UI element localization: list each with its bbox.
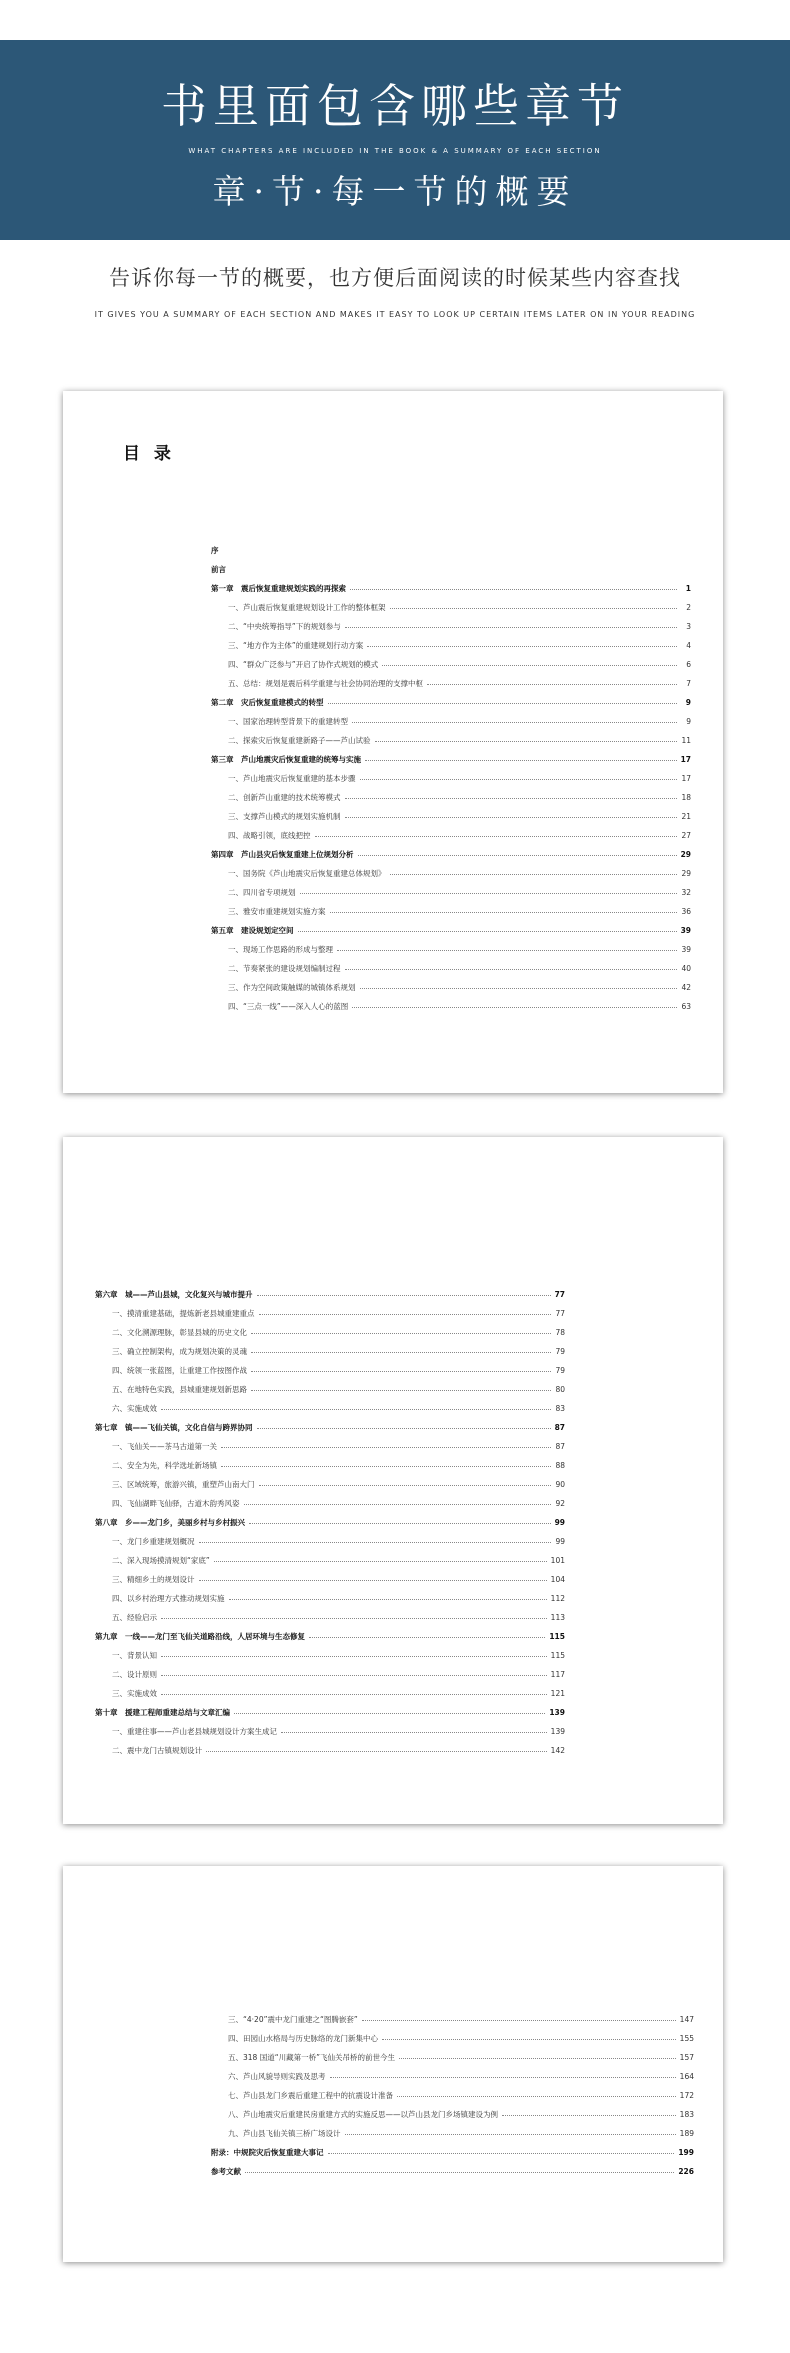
- toc-entry-title: 七、芦山县龙门乡震后重建工程中的抗震设计准备: [228, 2091, 393, 2100]
- toc-entry-title: 第十章 援建工程师重建总结与文章汇编: [95, 1708, 230, 1717]
- toc-entry-page: 3: [686, 622, 691, 631]
- dot-leader: [350, 588, 677, 590]
- toc-entry: [211, 997, 691, 1016]
- toc-entry-page: 113: [550, 1613, 565, 1622]
- toc-entry: [211, 541, 691, 560]
- dot-leader: [221, 1446, 551, 1448]
- toc-entry-page: 147: [679, 2015, 694, 2024]
- toc-entry: [95, 1665, 565, 1684]
- toc-entry-title: 三、支撑芦山模式的规划实施机制: [228, 812, 341, 821]
- toc-entry-page: 78: [555, 1328, 565, 1337]
- toc-entry: [95, 1608, 565, 1627]
- toc-entry-title: 参考文献: [211, 2167, 241, 2176]
- toc-entry-title: 附录：中规院灾后恢复重建大事记: [211, 2148, 324, 2157]
- toc-entry-title: 第九章 一线——龙门至飞仙关道路沿线，人居环境与生态修复: [95, 1632, 305, 1641]
- dot-leader: [257, 1294, 551, 1296]
- toc-entry-page: 164: [679, 2072, 694, 2081]
- toc-entry-title: 四、田园山水格局与历史脉络的龙门新集中心: [228, 2034, 378, 2043]
- toc-entry-page: 142: [550, 1746, 565, 1755]
- toc-entry-page: 90: [555, 1480, 565, 1489]
- toc-entry: [211, 807, 691, 826]
- toc-entry: [95, 1494, 565, 1513]
- dot-leader: [352, 1006, 677, 1008]
- toc-entry: [95, 1703, 565, 1722]
- toc-entry: [211, 750, 691, 769]
- toc-entry: [211, 2029, 694, 2048]
- toc-entry-page: 226: [678, 2167, 694, 2176]
- toc-entry-page: 1: [685, 584, 691, 593]
- toc-entry-page: 11: [681, 736, 691, 745]
- dot-leader: [161, 1617, 547, 1619]
- toc-entry-page: 27: [681, 831, 691, 840]
- toc-entry-title: 二、设计原则: [112, 1670, 157, 1679]
- dot-leader: [358, 854, 677, 856]
- toc-entry-page: 77: [554, 1290, 565, 1299]
- toc-entry-page: 87: [555, 1442, 565, 1451]
- toc-entry-page: 199: [678, 2148, 694, 2157]
- toc-entry-title: 三、雅安市重建规划实施方案: [228, 907, 326, 916]
- toc-entry-page: 39: [681, 945, 691, 954]
- dot-leader: [375, 740, 678, 742]
- dot-leader: [390, 607, 678, 609]
- toc-entry: [211, 826, 691, 845]
- toc-entry-page: 29: [681, 869, 691, 878]
- dot-leader: [257, 1427, 551, 1429]
- toc-entry-title: 序: [211, 546, 219, 555]
- intro-english: IT GIVES YOU A SUMMARY OF EACH SECTION AND MAKES IT EASY TO LOOK UP CERTAIN ITEMS LATER ON IN YOUR READING: [94, 310, 696, 319]
- toc-entry-title: 二、节奏紧张的建设规划编制过程: [228, 964, 341, 973]
- toc-entry: [211, 959, 691, 978]
- toc-entry-page: 112: [550, 1594, 565, 1603]
- toc-entry: [95, 1323, 565, 1342]
- toc-entry-page: 79: [555, 1366, 565, 1375]
- toc-entry-page: 4: [686, 641, 691, 650]
- toc-entry: [95, 1475, 565, 1494]
- toc-entry: [95, 1589, 565, 1608]
- toc-entry-title: 三、确立控制架构，成为规划决策的灵魂: [112, 1347, 247, 1356]
- toc-entry-page: 32: [681, 888, 691, 897]
- toc-entry-title: 三、区域统筹，旅游兴镇，重塑芦山南大门: [112, 1480, 255, 1489]
- toc-entry-page: 63: [681, 1002, 691, 1011]
- toc-heading: 目 录: [123, 444, 175, 464]
- toc-entry-title: 第三章 芦山地震灾后恢复重建的统筹与实施: [211, 755, 361, 764]
- toc-entry-page: 115: [550, 1651, 565, 1660]
- toc-entry-page: 189: [679, 2129, 694, 2138]
- toc-entry-page: 18: [681, 793, 691, 802]
- toc-entry-page: 42: [681, 983, 691, 992]
- toc-entry: [211, 883, 691, 902]
- toc-entry-page: 80: [555, 1385, 565, 1394]
- dot-leader: [161, 1693, 547, 1695]
- intro-text: 告诉你每一节的概要，也方便后面阅读的时候某些内容查找: [109, 266, 681, 290]
- toc-page-1: [63, 391, 723, 1093]
- toc-entry-title: 四、“三点一线”——深入人心的蓝图: [228, 1002, 349, 1011]
- dot-leader: [259, 1484, 552, 1486]
- toc-entry-title: 三、实施成效: [112, 1689, 157, 1698]
- toc-entry-title: 三、作为空间政策触媒的城镇体系规划: [228, 983, 356, 992]
- toc-entry-title: 第五章 建设规划定空间: [211, 926, 294, 935]
- toc-entry-page: 117: [550, 1670, 565, 1679]
- toc-entry-title: 九、芦山县飞仙关镇三桥广场设计: [228, 2129, 341, 2138]
- banner-subtitle: 章·节·每一节的概要: [212, 172, 578, 211]
- toc-entry-title: 四、统领一张蓝图，让重建工作按图作战: [112, 1366, 247, 1375]
- toc-entry-page: 139: [549, 1708, 565, 1717]
- toc-entry-title: 八、芦山地震灾后重建民房重建方式的实施反思——以芦山县龙门乡场镇建设为例: [228, 2110, 498, 2119]
- toc-entry-page: 83: [555, 1404, 565, 1413]
- toc-entry-title: 二、探索灾后恢复重建新路子——芦山试验: [228, 736, 371, 745]
- toc-list: [95, 1285, 565, 1760]
- dot-leader: [345, 626, 677, 628]
- toc-entry-page: 99: [554, 1518, 565, 1527]
- toc-entry-page: 79: [555, 1347, 565, 1356]
- toc-entry-page: 21: [681, 812, 691, 821]
- dot-leader: [161, 1674, 547, 1676]
- toc-entry-title: 二、文化溯源理脉，彰显县城的历史文化: [112, 1328, 247, 1337]
- toc-entry: [211, 560, 691, 579]
- dot-leader: [382, 664, 677, 666]
- toc-entry-page: 101: [550, 1556, 565, 1565]
- toc-entry: [95, 1342, 565, 1361]
- dot-leader: [199, 1541, 552, 1543]
- toc-entry-title: 第四章 芦山县灾后恢复重建上位规划分析: [211, 850, 354, 859]
- toc-entry-title: 二、震中龙门古镇规划设计: [112, 1746, 202, 1755]
- dot-leader: [309, 1636, 545, 1638]
- dot-leader: [502, 2114, 676, 2116]
- dot-leader: [245, 2171, 674, 2173]
- dot-leader: [300, 892, 678, 894]
- dot-leader: [360, 778, 678, 780]
- toc-entry: [95, 1627, 565, 1646]
- toc-entry: [95, 1399, 565, 1418]
- dot-leader: [328, 702, 678, 704]
- dot-leader: [298, 930, 677, 932]
- toc-entry-title: 六、芦山风貌导则实践及思考: [228, 2072, 326, 2081]
- toc-entry: [211, 2162, 694, 2181]
- dot-leader: [427, 683, 677, 685]
- toc-entry: [95, 1418, 565, 1437]
- toc-entry: [211, 769, 691, 788]
- toc-entry: [211, 902, 691, 921]
- toc-entry: [95, 1570, 565, 1589]
- toc-entry-page: 36: [681, 907, 691, 916]
- dot-leader: [229, 1598, 547, 1600]
- dot-leader: [397, 2095, 676, 2097]
- toc-entry-title: 一、背景认知: [112, 1651, 157, 1660]
- dot-leader: [221, 1465, 551, 1467]
- dot-leader: [328, 2152, 675, 2154]
- toc-entry-title: 三、“4·20”震中龙门重建之“图腾嵌套”: [228, 2015, 358, 2024]
- toc-entry-page: 6: [686, 660, 691, 669]
- toc-entry-page: 172: [679, 2091, 694, 2100]
- toc-entry-title: 三、精细乡土的规划设计: [112, 1575, 195, 1584]
- toc-entry-page: 29: [680, 850, 691, 859]
- dot-leader: [199, 1579, 547, 1581]
- english-subtitle: WHAT CHAPTERS ARE INCLUDED IN THE BOOK & A SUMMARY OF EACH SECTION: [188, 147, 602, 155]
- toc-entry: [211, 2048, 694, 2067]
- toc-entry-page: 104: [550, 1575, 565, 1584]
- toc-entry: [211, 617, 691, 636]
- dot-leader: [360, 987, 678, 989]
- toc-entry: [211, 2105, 694, 2124]
- dot-leader: [251, 1389, 551, 1391]
- toc-entry-title: 四、战略引领，底线把控: [228, 831, 311, 840]
- dot-leader: [365, 759, 677, 761]
- toc-entry-title: 二、创新芦山重建的技术统筹模式: [228, 793, 341, 802]
- dot-leader: [281, 1731, 547, 1733]
- toc-entry: [95, 1646, 565, 1665]
- toc-entry-page: 9: [685, 698, 691, 707]
- toc-entry-page: 17: [680, 755, 691, 764]
- toc-entry: [95, 1741, 565, 1760]
- dot-leader: [251, 1370, 551, 1372]
- toc-entry-page: 121: [550, 1689, 565, 1698]
- toc-entry-title: 前言: [211, 565, 226, 574]
- toc-entry: [211, 2010, 694, 2029]
- toc-entry-page: 87: [554, 1423, 565, 1432]
- toc-entry: [95, 1513, 565, 1532]
- toc-entry-title: 一、龙门乡重建规划概况: [112, 1537, 195, 1546]
- toc-entry-title: 二、四川省专项规划: [228, 888, 296, 897]
- toc-entry: [211, 788, 691, 807]
- toc-page-3: [63, 1866, 723, 2262]
- toc-entry: [211, 598, 691, 617]
- toc-entry-page: 183: [679, 2110, 694, 2119]
- dot-leader: [214, 1560, 547, 1562]
- toc-entry-title: 四、以乡村治理方式推动规划实施: [112, 1594, 225, 1603]
- toc-entry-page: 155: [679, 2034, 694, 2043]
- toc-entry: [211, 693, 691, 712]
- toc-entry-title: 五、在地特色实践，县城重建规划新思路: [112, 1385, 247, 1394]
- dot-leader: [399, 2057, 676, 2059]
- toc-entry-title: 一、芦山震后恢复重建规划设计工作的整体框架: [228, 603, 386, 612]
- toc-entry-title: 三、“地方作为主体”的重建规划行动方案: [228, 641, 364, 650]
- dot-leader: [249, 1522, 551, 1524]
- dot-leader: [234, 1712, 545, 1714]
- toc-entry-title: 六、实施成效: [112, 1404, 157, 1413]
- toc-entry: [95, 1456, 565, 1475]
- toc-entry-title: 第八章 乡——龙门乡，美丽乡村与乡村振兴: [95, 1518, 245, 1527]
- toc-entry-title: 第七章 镇——飞仙关镇，文化自信与跨界协同: [95, 1423, 253, 1432]
- toc-entry-title: 四、“群众广泛参与”开启了协作式规划的模式: [228, 660, 379, 669]
- page-title: 书里面包含哪些章节: [161, 79, 629, 133]
- toc-entry-title: 二、安全为先，科学选址新场镇: [112, 1461, 217, 1470]
- toc-entry: [95, 1437, 565, 1456]
- toc-page-2: [63, 1137, 723, 1824]
- toc-entry: [211, 636, 691, 655]
- toc-entry: [95, 1361, 565, 1380]
- toc-entry: [95, 1380, 565, 1399]
- toc-entry: [211, 940, 691, 959]
- toc-entry-title: 二、“中央统筹指导”下的规划参与: [228, 622, 341, 631]
- dot-leader: [345, 968, 678, 970]
- toc-entry-title: 一、重建往事——芦山老县城规划设计方案生成记: [112, 1727, 277, 1736]
- toc-entry-title: 第二章 灾后恢复重建模式的转型: [211, 698, 324, 707]
- toc-entry: [211, 655, 691, 674]
- toc-entry-title: 二、深入现场摸清规划“家底”: [112, 1556, 210, 1565]
- toc-entry: [211, 845, 691, 864]
- toc-entry-title: 一、国务院《芦山地震灾后恢复重建总体规划》: [228, 869, 386, 878]
- dot-leader: [206, 1750, 547, 1752]
- toc-entry: [95, 1684, 565, 1703]
- dot-leader: [251, 1351, 551, 1353]
- dot-leader: [259, 1313, 552, 1315]
- toc-entry: [211, 579, 691, 598]
- toc-entry: [211, 731, 691, 750]
- dot-leader: [161, 1408, 551, 1410]
- toc-entry-page: 99: [555, 1537, 565, 1546]
- dot-leader: [345, 797, 678, 799]
- dot-leader: [251, 1332, 551, 1334]
- toc-entry-title: 一、摸清重建基础，提炼新老县城重建重点: [112, 1309, 255, 1318]
- toc-entry-page: 115: [549, 1632, 565, 1641]
- toc-entry-title: 五、总结：规划是震后科学重建与社会协同治理的支撑中枢: [228, 679, 423, 688]
- toc-entry: [95, 1285, 565, 1304]
- toc-entry-title: 第一章 震后恢复重建规划实践的再探索: [211, 584, 346, 593]
- toc-entry: [211, 2086, 694, 2105]
- dot-leader: [367, 645, 677, 647]
- toc-entry: [95, 1551, 565, 1570]
- toc-entry: [211, 978, 691, 997]
- dot-leader: [382, 2038, 676, 2040]
- toc-entry-page: 9: [686, 717, 691, 726]
- dot-leader: [330, 2076, 676, 2078]
- toc-list: [211, 2010, 694, 2181]
- toc-entry: [95, 1722, 565, 1741]
- dot-leader: [345, 2133, 676, 2135]
- toc-entry-page: 157: [679, 2053, 694, 2062]
- toc-entry-title: 第六章 城——芦山县城，文化复兴与城市提升: [95, 1290, 253, 1299]
- toc-entry: [211, 712, 691, 731]
- header-banner: [0, 40, 790, 240]
- toc-entry: [95, 1532, 565, 1551]
- toc-entry-page: 7: [686, 679, 691, 688]
- dot-leader: [337, 949, 677, 951]
- dot-leader: [352, 721, 677, 723]
- toc-entry-title: 四、飞仙湖畔飞仙驿，古道木韵秀风姿: [112, 1499, 240, 1508]
- toc-list: [211, 541, 691, 1016]
- toc-entry-page: 40: [681, 964, 691, 973]
- dot-leader: [161, 1655, 547, 1657]
- toc-entry-page: 139: [550, 1727, 565, 1736]
- toc-entry-page: 92: [555, 1499, 565, 1508]
- toc-entry-title: 五、经验启示: [112, 1613, 157, 1622]
- dot-leader: [330, 911, 678, 913]
- dot-leader: [244, 1503, 552, 1505]
- toc-entry: [211, 921, 691, 940]
- toc-entry-page: 39: [680, 926, 691, 935]
- toc-entry: [211, 2124, 694, 2143]
- toc-entry-title: 一、飞仙关——茶马古道第一关: [112, 1442, 217, 1451]
- toc-entry: [95, 1304, 565, 1323]
- toc-entry-page: 77: [555, 1309, 565, 1318]
- toc-entry-page: 2: [686, 603, 691, 612]
- dot-leader: [315, 835, 678, 837]
- toc-entry: [211, 674, 691, 693]
- dot-leader: [362, 2019, 676, 2021]
- toc-entry-title: 一、国家治理转型背景下的重建转型: [228, 717, 348, 726]
- toc-entry-title: 一、芦山地震灾后恢复重建的基本步骤: [228, 774, 356, 783]
- toc-entry-page: 17: [681, 774, 691, 783]
- dot-leader: [345, 816, 678, 818]
- toc-entry: [211, 2067, 694, 2086]
- toc-entry: [211, 864, 691, 883]
- toc-entry: [211, 2143, 694, 2162]
- toc-entry-title: 一、现场工作思路的形成与整理: [228, 945, 333, 954]
- dot-leader: [390, 873, 678, 875]
- toc-entry-page: 88: [555, 1461, 565, 1470]
- toc-entry-title: 五、318 国道“川藏第一桥”飞仙关吊桥的前世今生: [228, 2053, 395, 2062]
